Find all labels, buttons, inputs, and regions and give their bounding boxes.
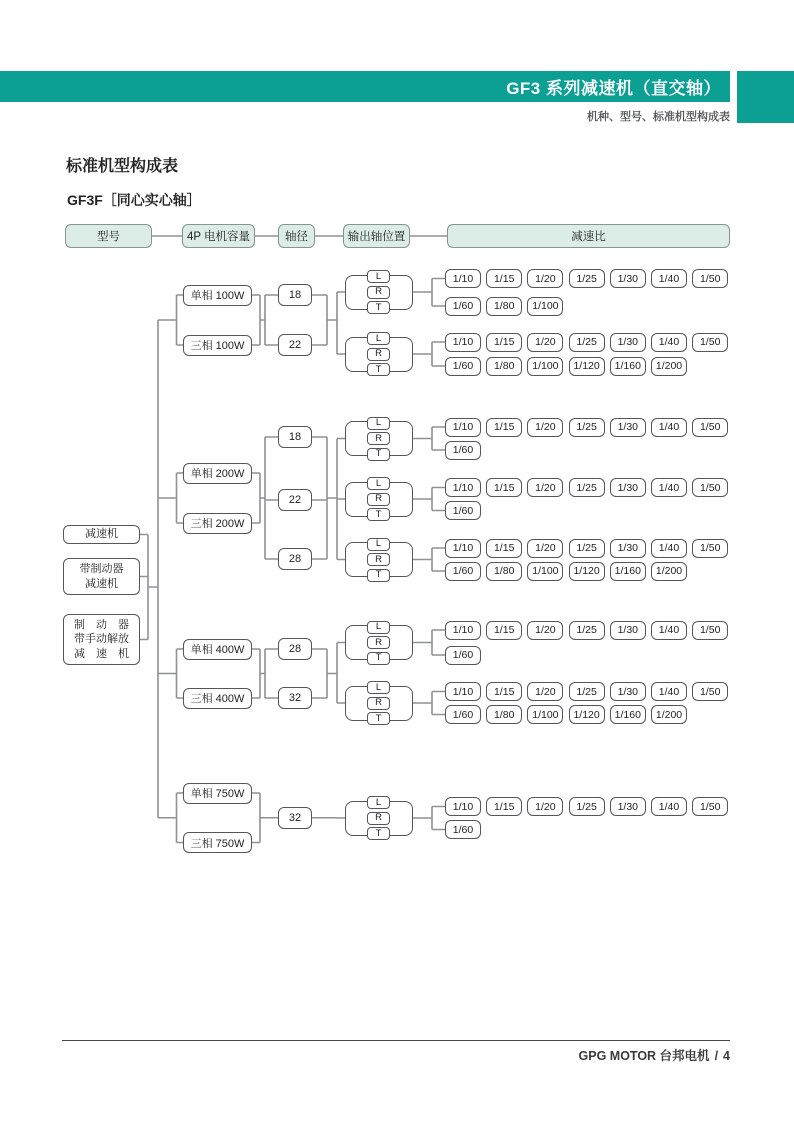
reduction-ratio-box: 1/10 xyxy=(445,621,481,640)
reduction-ratio-box: 1/160 xyxy=(610,705,646,724)
reduction-ratio-box: 1/20 xyxy=(527,621,563,640)
reduction-ratio-box: 1/40 xyxy=(651,269,687,288)
reduction-ratio-box: 1/25 xyxy=(569,682,605,701)
reduction-ratio-box: 1/10 xyxy=(445,797,481,816)
reduction-ratio-box: 1/15 xyxy=(486,539,522,558)
output-position-box: T xyxy=(367,448,390,461)
reduction-ratio-box: 1/50 xyxy=(692,539,728,558)
reduction-ratio-box: 1/120 xyxy=(569,705,605,724)
output-position-box: L xyxy=(367,270,390,283)
reduction-ratio-box: 1/120 xyxy=(569,357,605,376)
reduction-ratio-box: 1/60 xyxy=(445,562,481,581)
output-position-box: R xyxy=(367,553,390,566)
output-position-box: T xyxy=(367,569,390,582)
output-position-box: R xyxy=(367,286,390,299)
footer xyxy=(579,1046,730,1064)
reduction-ratio-box: 1/60 xyxy=(445,705,481,724)
reduction-ratio-box: 1/50 xyxy=(692,478,728,497)
motor-capacity-box: 三相 200W xyxy=(183,513,252,534)
reduction-ratio-box: 1/15 xyxy=(486,478,522,497)
output-position-box: R xyxy=(367,697,390,710)
reduction-ratio-box: 1/15 xyxy=(486,333,522,352)
output-position-box: L xyxy=(367,796,390,809)
reduction-ratio-box: 1/25 xyxy=(569,621,605,640)
reduction-ratio-box: 1/100 xyxy=(527,705,563,724)
reduction-ratio-box: 1/10 xyxy=(445,682,481,701)
output-position-box: R xyxy=(367,493,390,506)
shaft-diameter-box: 32 xyxy=(278,687,312,709)
footer-page-number: 4 xyxy=(723,1049,730,1063)
reduction-ratio-box: 1/80 xyxy=(486,297,522,316)
output-position-box: L xyxy=(367,621,390,634)
reduction-ratio-box: 1/60 xyxy=(445,820,481,839)
output-position-box: R xyxy=(367,812,390,825)
reduction-ratio-box: 1/50 xyxy=(692,269,728,288)
reduction-ratio-box: 1/30 xyxy=(610,478,646,497)
motor-capacity-box: 三相 400W xyxy=(183,688,252,709)
reduction-ratio-box: 1/30 xyxy=(610,797,646,816)
reduction-ratio-box: 1/30 xyxy=(610,621,646,640)
reduction-ratio-box: 1/15 xyxy=(486,418,522,437)
model-type-line: 减速机 xyxy=(85,528,118,541)
output-position-box: T xyxy=(367,652,390,665)
shaft-diameter-box: 18 xyxy=(278,284,312,306)
reduction-ratio-box: 1/15 xyxy=(486,621,522,640)
reduction-ratio-box: 1/25 xyxy=(569,539,605,558)
model-type-line: 减 速 机 xyxy=(74,647,129,660)
reduction-ratio-box: 1/25 xyxy=(569,418,605,437)
reduction-ratio-box: 1/30 xyxy=(610,418,646,437)
reduction-ratio-box: 1/50 xyxy=(692,621,728,640)
reduction-ratio-box: 1/60 xyxy=(445,357,481,376)
reduction-ratio-box: 1/40 xyxy=(651,539,687,558)
reduction-ratio-box: 1/40 xyxy=(651,478,687,497)
motor-capacity-box: 单相 200W xyxy=(183,463,252,484)
output-position-box: T xyxy=(367,712,390,725)
footer-separator: / xyxy=(714,1049,719,1063)
reduction-ratio-box: 1/200 xyxy=(651,705,687,724)
shaft-diameter-box: 28 xyxy=(278,638,312,660)
flow-header-reduction-ratio: 减速比 xyxy=(447,224,730,248)
flow-header-model: 型号 xyxy=(65,224,152,248)
output-position-box: T xyxy=(367,508,390,521)
shaft-diameter-box: 32 xyxy=(278,807,312,829)
section-heading: 标准机型构成表 xyxy=(66,158,179,175)
reduction-ratio-box: 1/10 xyxy=(445,269,481,288)
output-position-box: T xyxy=(367,363,390,376)
reduction-ratio-box: 1/40 xyxy=(651,797,687,816)
flow-header-shaft-diameter: 轴径 xyxy=(278,224,315,248)
page-title: GF3 系列减速机（直交轴） xyxy=(506,79,721,98)
reduction-ratio-box: 1/30 xyxy=(610,539,646,558)
reduction-ratio-box: 1/160 xyxy=(610,357,646,376)
reduction-ratio-box: 1/15 xyxy=(486,682,522,701)
reduction-ratio-box: 1/100 xyxy=(527,562,563,581)
section-subheading: GF3F［同心实心轴］ xyxy=(67,192,201,208)
reduction-ratio-box: 1/50 xyxy=(692,797,728,816)
model-type-line: 减速机 xyxy=(85,577,118,590)
output-position-box: L xyxy=(367,417,390,430)
reduction-ratio-box: 1/25 xyxy=(569,333,605,352)
reduction-ratio-box: 1/20 xyxy=(527,478,563,497)
reduction-ratio-box: 1/20 xyxy=(527,539,563,558)
flow-header-output-shaft-position: 输出轴位置 xyxy=(343,224,410,248)
reduction-ratio-box: 1/30 xyxy=(610,333,646,352)
reduction-ratio-box: 1/30 xyxy=(610,682,646,701)
reduction-ratio-box: 1/50 xyxy=(692,682,728,701)
reduction-ratio-box: 1/30 xyxy=(610,269,646,288)
model-type-line: 带制动器 xyxy=(79,563,124,576)
reduction-ratio-box: 1/60 xyxy=(445,441,481,460)
reduction-ratio-box: 1/25 xyxy=(569,797,605,816)
model-type-box xyxy=(63,525,140,544)
reduction-ratio-box: 1/120 xyxy=(569,562,605,581)
reduction-ratio-box: 1/25 xyxy=(569,478,605,497)
header-subtitle: 机种、型号、标准机型构成表 xyxy=(587,111,730,123)
shaft-diameter-box: 22 xyxy=(278,334,312,356)
model-type-box xyxy=(63,614,140,665)
output-position-box: R xyxy=(367,636,390,649)
model-type-line: 制 动 器 xyxy=(74,619,129,632)
reduction-ratio-box: 1/10 xyxy=(445,539,481,558)
reduction-ratio-box: 1/20 xyxy=(527,333,563,352)
reduction-ratio-box: 1/15 xyxy=(486,797,522,816)
output-position-box: T xyxy=(367,827,390,840)
reduction-ratio-box: 1/80 xyxy=(486,357,522,376)
reduction-ratio-box: 1/80 xyxy=(486,562,522,581)
reduction-ratio-box: 1/40 xyxy=(651,621,687,640)
output-position-box: R xyxy=(367,432,390,445)
output-position-box: L xyxy=(367,538,390,551)
reduction-ratio-box: 1/25 xyxy=(569,269,605,288)
shaft-diameter-box: 18 xyxy=(278,426,312,448)
motor-capacity-box: 单相 750W xyxy=(183,783,252,804)
motor-capacity-box: 单相 100W xyxy=(183,285,252,306)
output-position-box: L xyxy=(367,332,390,345)
output-position-box: L xyxy=(367,477,390,490)
reduction-ratio-box: 1/10 xyxy=(445,418,481,437)
footer-brand: GPG MOTOR 台邦电机 xyxy=(578,1049,710,1063)
reduction-ratio-box: 1/60 xyxy=(445,646,481,665)
output-position-box: R xyxy=(367,348,390,361)
motor-capacity-box: 三相 100W xyxy=(183,335,252,356)
reduction-ratio-box: 1/100 xyxy=(527,357,563,376)
reduction-ratio-box: 1/60 xyxy=(445,501,481,520)
reduction-ratio-box: 1/200 xyxy=(651,357,687,376)
output-position-box: L xyxy=(367,681,390,694)
reduction-ratio-box: 1/50 xyxy=(692,333,728,352)
reduction-ratio-box: 1/10 xyxy=(445,478,481,497)
reduction-ratio-box: 1/20 xyxy=(527,682,563,701)
reduction-ratio-box: 1/60 xyxy=(445,297,481,316)
output-position-box: T xyxy=(367,301,390,314)
model-type-box xyxy=(63,558,140,595)
shaft-diameter-box: 28 xyxy=(278,548,312,570)
model-type-line: 带手动解放 xyxy=(74,633,129,646)
reduction-ratio-box: 1/20 xyxy=(527,797,563,816)
motor-capacity-box: 单相 400W xyxy=(183,639,252,660)
reduction-ratio-box: 1/10 xyxy=(445,333,481,352)
reduction-ratio-box: 1/80 xyxy=(486,705,522,724)
reduction-ratio-box: 1/20 xyxy=(527,418,563,437)
reduction-ratio-box: 1/160 xyxy=(610,562,646,581)
footer-rule xyxy=(62,1040,730,1041)
reduction-ratio-box: 1/40 xyxy=(651,682,687,701)
reduction-ratio-box: 1/100 xyxy=(527,297,563,316)
reduction-ratio-box: 1/40 xyxy=(651,333,687,352)
reduction-ratio-box: 1/40 xyxy=(651,418,687,437)
reduction-ratio-box: 1/50 xyxy=(692,418,728,437)
reduction-ratio-box: 1/20 xyxy=(527,269,563,288)
flow-header-motor-capacity: 4P 电机容量 xyxy=(182,224,255,248)
shaft-diameter-box: 22 xyxy=(278,489,312,511)
motor-capacity-box: 三相 750W xyxy=(183,832,252,853)
reduction-ratio-box: 1/200 xyxy=(651,562,687,581)
reduction-ratio-box: 1/15 xyxy=(486,269,522,288)
